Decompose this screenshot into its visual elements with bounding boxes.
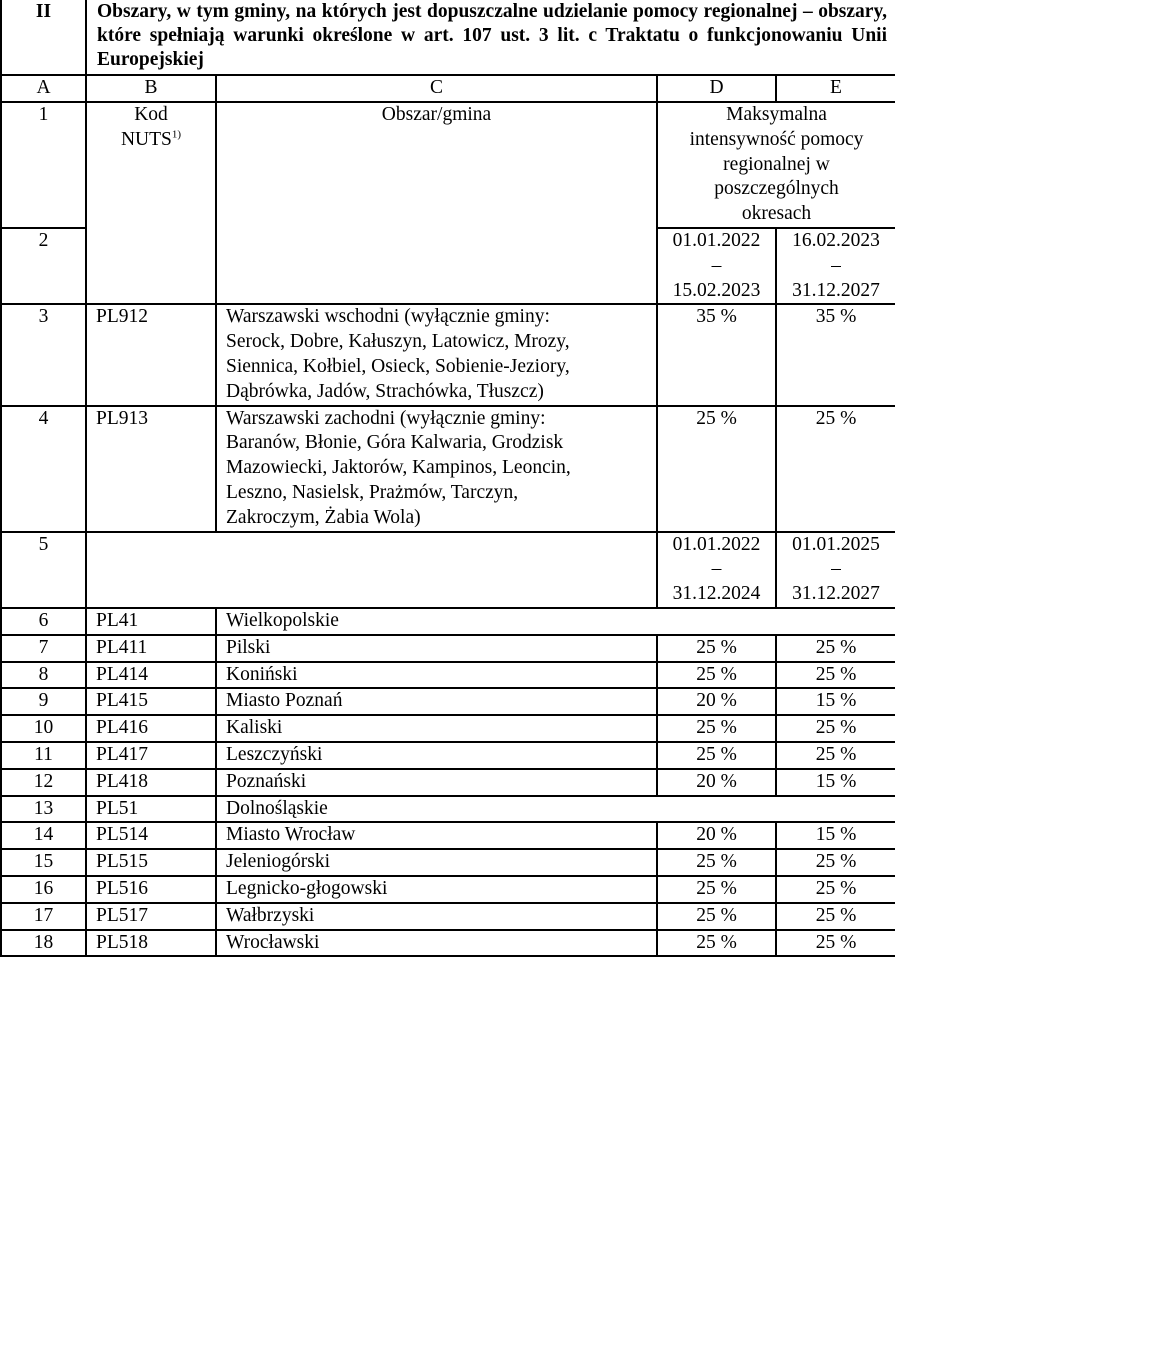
table-row <box>1 406 895 532</box>
table-row <box>1 822 895 849</box>
row-number: 6 <box>1 608 86 635</box>
row-number: 10 <box>1 715 86 742</box>
table-row <box>1 715 895 742</box>
period-d: 01.01.2022 – 15.02.2023 <box>657 228 776 304</box>
section-header-row <box>1 0 895 75</box>
nuts-code-header <box>86 102 216 304</box>
period-d: 01.01.2022 – 31.12.2024 <box>657 532 776 608</box>
intensity-e: 15 % <box>776 688 895 715</box>
region-name: Wielkopolskie <box>216 608 895 635</box>
nuts-code: PL415 <box>86 688 216 715</box>
intensity-d: 25 % <box>657 635 776 662</box>
nuts-code: PL418 <box>86 769 216 796</box>
table-row <box>1 688 895 715</box>
intensity-d: 25 % <box>657 849 776 876</box>
row-number: 2 <box>1 228 86 304</box>
section-number: II <box>1 0 86 75</box>
intensity-e: 25 % <box>776 930 895 957</box>
area-header: Obszar/gmina <box>216 102 657 304</box>
nuts-code: PL414 <box>86 662 216 689</box>
intensity-e: 25 % <box>776 742 895 769</box>
nuts-code: PL51 <box>86 796 216 823</box>
nuts-code: PL515 <box>86 849 216 876</box>
nuts-code: PL41 <box>86 608 216 635</box>
row-number: 17 <box>1 903 86 930</box>
intensity-e: 25 % <box>776 903 895 930</box>
intensity-e: 35 % <box>776 304 895 405</box>
intensity-d: 25 % <box>657 742 776 769</box>
intensity-d: 25 % <box>657 876 776 903</box>
intensity-e: 25 % <box>776 406 895 532</box>
area-name: Wałbrzyski <box>216 903 657 930</box>
intensity-d: 20 % <box>657 822 776 849</box>
footnote-ref: 1) <box>171 128 182 141</box>
row-number: 9 <box>1 688 86 715</box>
table-row <box>1 930 895 957</box>
intensity-e: 25 % <box>776 876 895 903</box>
nuts-code: PL517 <box>86 903 216 930</box>
nuts-code: PL913 <box>86 406 216 532</box>
intensity-d: 25 % <box>657 903 776 930</box>
row-number: 18 <box>1 930 86 957</box>
period-e: 16.02.2023 – 31.12.2027 <box>776 228 895 304</box>
period-row <box>1 532 895 608</box>
column-letter: E <box>776 75 895 102</box>
region-name: Dolnośląskie <box>216 796 895 823</box>
row-number: 16 <box>1 876 86 903</box>
intensity-d: 25 % <box>657 715 776 742</box>
row-number: 3 <box>1 304 86 405</box>
area-name: Warszawski zachodni (wyłącznie gminy: Baranów, Błonie, Góra Kalwaria, Grodzisk Mazowiecki, Jaktorów, Kampinos, Leoncin, Leszno, Nasielsk, Prażmów, Tarczyn, Zakroczym, Żabia Wola) <box>216 406 657 532</box>
area-name: Warszawski wschodni (wyłącznie gminy: Serock, Dobre, Kałuszyn, Latowicz, Mrozy, Siennica, Kołbiel, Osieck, Sobienie-Jeziory, Dąbrówka, Jadów, Strachówka, Tłuszcz) <box>216 304 657 405</box>
area-name: Leszczyński <box>216 742 657 769</box>
column-letters-row <box>1 75 895 102</box>
column-letter: D <box>657 75 776 102</box>
table-row <box>1 742 895 769</box>
intensity-d: 25 % <box>657 406 776 532</box>
period-e: 01.01.2025 – 31.12.2027 <box>776 532 895 608</box>
intensity-e: 25 % <box>776 662 895 689</box>
intensity-e: 15 % <box>776 822 895 849</box>
nuts-code: PL417 <box>86 742 216 769</box>
row-number: 11 <box>1 742 86 769</box>
nuts-code: PL912 <box>86 304 216 405</box>
nuts-code: PL416 <box>86 715 216 742</box>
nuts-code: PL514 <box>86 822 216 849</box>
row-number: 4 <box>1 406 86 532</box>
row-number: 12 <box>1 769 86 796</box>
header-row-1 <box>1 102 895 228</box>
intensity-e: 25 % <box>776 849 895 876</box>
empty-cell <box>86 532 657 608</box>
table-row <box>1 903 895 930</box>
nuts-code: PL411 <box>86 635 216 662</box>
row-number: 1 <box>1 102 86 228</box>
table-row <box>1 608 895 635</box>
area-name: Kaliski <box>216 715 657 742</box>
area-name: Legnicko-głogowski <box>216 876 657 903</box>
area-name: Koniński <box>216 662 657 689</box>
row-number: 14 <box>1 822 86 849</box>
table-row <box>1 304 895 405</box>
row-number: 15 <box>1 849 86 876</box>
column-letter: B <box>86 75 216 102</box>
table-row <box>1 769 895 796</box>
nuts-code: PL518 <box>86 930 216 957</box>
section-title: Obszary, w tym gminy, na których jest dopuszczalne udzielanie pomocy regionalnej – obszary, które spełniają warunki określone w art. 107 ust. 3 lit. c Traktatu o funkcjonowaniu Unii Europejskiej <box>86 0 895 75</box>
intensity-d: 25 % <box>657 930 776 957</box>
column-letter: A <box>1 75 86 102</box>
table-row <box>1 662 895 689</box>
area-name: Pilski <box>216 635 657 662</box>
intensity-d: 20 % <box>657 688 776 715</box>
row-number: 5 <box>1 532 86 608</box>
table-row <box>1 876 895 903</box>
intensity-d: 25 % <box>657 662 776 689</box>
table-row <box>1 635 895 662</box>
area-name: Miasto Wrocław <box>216 822 657 849</box>
intensity-d: 20 % <box>657 769 776 796</box>
row-number: 7 <box>1 635 86 662</box>
area-name: Jeleniogórski <box>216 849 657 876</box>
intensity-e: 15 % <box>776 769 895 796</box>
intensity-e: 25 % <box>776 635 895 662</box>
area-name: Wrocławski <box>216 930 657 957</box>
row-number: 13 <box>1 796 86 823</box>
table-row <box>1 849 895 876</box>
intensity-d: 35 % <box>657 304 776 405</box>
nuts-code: PL516 <box>86 876 216 903</box>
column-letter: C <box>216 75 657 102</box>
table-row <box>1 796 895 823</box>
intensity-e: 25 % <box>776 715 895 742</box>
area-name: Miasto Poznań <box>216 688 657 715</box>
area-name: Poznański <box>216 769 657 796</box>
row-number: 8 <box>1 662 86 689</box>
nuts-code-label: Kod NUTS <box>120 104 172 150</box>
max-intensity-header: Maksymalna intensywność pomocy regionalnej w poszczególnych okresach <box>657 102 895 228</box>
